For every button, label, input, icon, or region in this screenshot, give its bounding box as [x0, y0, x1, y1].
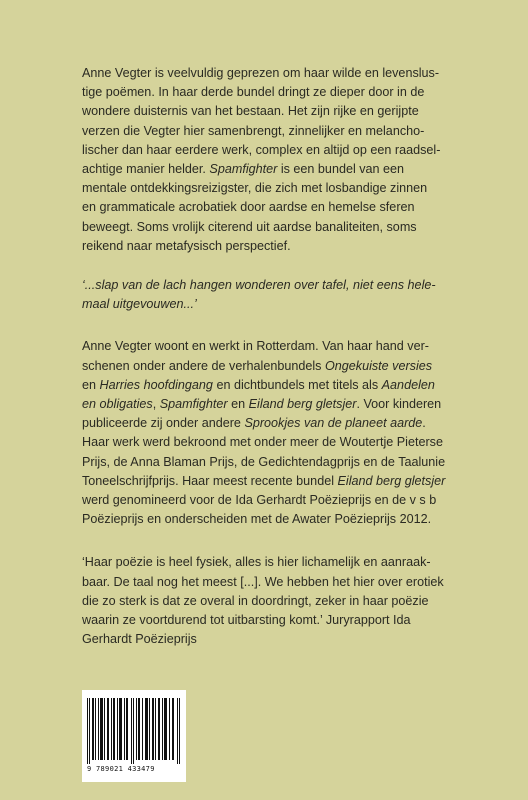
- text-line: en Harries hoofdingang en dichtbundels met titels als Aandelen: [82, 377, 435, 392]
- text-line: beweegt. Soms vrolijk citerend uit aardse banaliteiten, soms: [82, 219, 417, 234]
- text-line: reikend naar metafysisch perspectief.: [82, 238, 291, 253]
- text-line: Gerhardt Poëzieprijs: [82, 632, 197, 647]
- barcode-bars: [87, 698, 181, 764]
- text-line: waarin ze voortdurend tot uitbarsting komt.’ Juryrapport Ida: [82, 613, 411, 628]
- back-cover-text: [82, 64, 478, 649]
- text-line: mentale ontdekkingsreizigster, die zich met losbandige zinnen: [82, 181, 428, 196]
- book-title: Spamfighter: [209, 162, 278, 177]
- text-line: baar. De taal nog het meest [...]. We hebben het hier over erotiek: [82, 574, 444, 589]
- text-line: Anne Vegter is veelvuldig geprezen om haar wilde en levenslus-: [82, 66, 440, 80]
- text-line: en obligaties, Spamfighter en Eiland berg gletsjer. Voor kinderen: [82, 397, 442, 412]
- text-line: en grammaticale acrobatiek door aardse en hemelse sferen: [82, 200, 415, 215]
- text-line: Prijs, de Anna Blaman Prijs, de Gedichtendagprijs en de Taalunie: [82, 454, 446, 469]
- isbn-barcode: [82, 690, 186, 782]
- bio-paragraph: [82, 337, 478, 529]
- text-line: Toneelschrijfprijs. Haar meest recente bundel Eiland berg gletsjer: [82, 473, 446, 488]
- text-line: wondere duisternis van het bestaan. Het zijn rijke en gerijpte: [82, 104, 419, 119]
- quote-line: maal uitgevouwen...’: [82, 297, 197, 312]
- jury-quote-paragraph: [82, 553, 478, 649]
- text-line: verzen die Vegter hier samenbrengt, zinnelijker en melancho-: [82, 123, 425, 138]
- text-line: werd genomineerd voor de Ida Gerhardt Poëzieprijs en de v s b: [82, 493, 437, 508]
- quote-paragraph: [82, 276, 478, 314]
- text-line: publiceerde zij onder andere Sprookjes van de planeet aarde.: [82, 416, 426, 431]
- text-line: tige poëmen. In haar derde bundel dringt ze dieper door in de: [82, 85, 425, 100]
- text-line: Poëzieprijs en onderscheiden met de Awater Poëzieprijs 2012.: [82, 512, 432, 527]
- description-paragraph: [82, 64, 478, 256]
- text-line: Anne Vegter woont en werkt in Rotterdam. Van haar hand ver-: [82, 339, 429, 354]
- text-line: achtige manier helder. Spamfighter is een bundel van een: [82, 162, 405, 177]
- text-line: die zo sterk is dat ze overal in doordringt, zeker in haar poëzie: [82, 593, 429, 608]
- text-line: schenen onder andere de verhalenbundels Ongekuiste versies: [82, 358, 433, 373]
- text-line: ‘Haar poëzie is heel fysiek, alles is hier lichamelijk en aanraak-: [82, 555, 431, 570]
- isbn-digits: 9 789021 433479: [87, 765, 155, 773]
- quote-line: ‘...slap van de lach hangen wonderen over tafel, niet eens hele-: [82, 278, 436, 293]
- text-line: lischer dan haar eerdere werk, complex en altijd op een raadsel-: [82, 142, 441, 157]
- text-line: Haar werk werd bekroond met onder meer de Woutertje Pieterse: [82, 435, 443, 450]
